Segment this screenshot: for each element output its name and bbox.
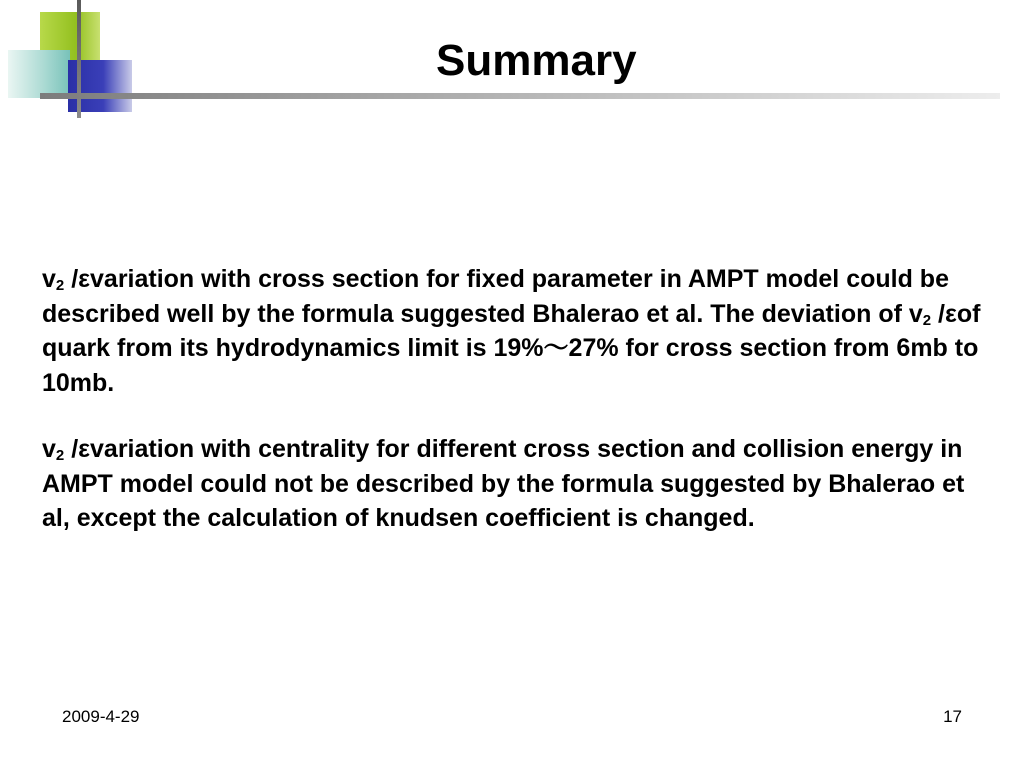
paragraph-1-text-a: /εvariation with cross section for fixed parameter in AMPT model could be described well by the formula suggested Bhalerao et al. The deviation of v bbox=[42, 265, 949, 328]
v2-subscript-2: 2 bbox=[922, 311, 932, 329]
v2-symbol: v bbox=[42, 265, 56, 293]
footer-date: 2009-4-29 bbox=[62, 707, 140, 726]
logo-teal-square bbox=[8, 50, 70, 98]
v2-subscript: 2 bbox=[55, 277, 65, 294]
paragraph-1-text-b: /εof quark from its hydrodynamics limit is 19%～27% for cross section from 6mb to 10mb. bbox=[42, 299, 981, 397]
slide-body bbox=[42, 262, 992, 536]
paragraph-2-text: /εvariation with centrality for different cross section and collision energy in AMPT model could not be described by the formula suggested by Bhalerao et al, except the calculation of knudsen coefficient is changed. bbox=[42, 435, 965, 532]
summary-paragraph-2 bbox=[42, 432, 992, 536]
slide-number: 17 bbox=[943, 707, 962, 726]
v2-subscript: 2 bbox=[55, 447, 65, 464]
logo-decoration bbox=[0, 0, 140, 120]
slide-title: Summary bbox=[436, 36, 637, 85]
logo-vertical-rule bbox=[77, 0, 81, 118]
v2-symbol: v bbox=[42, 435, 56, 463]
title-underline-rule bbox=[40, 93, 1000, 99]
summary-paragraph-1 bbox=[42, 262, 992, 400]
